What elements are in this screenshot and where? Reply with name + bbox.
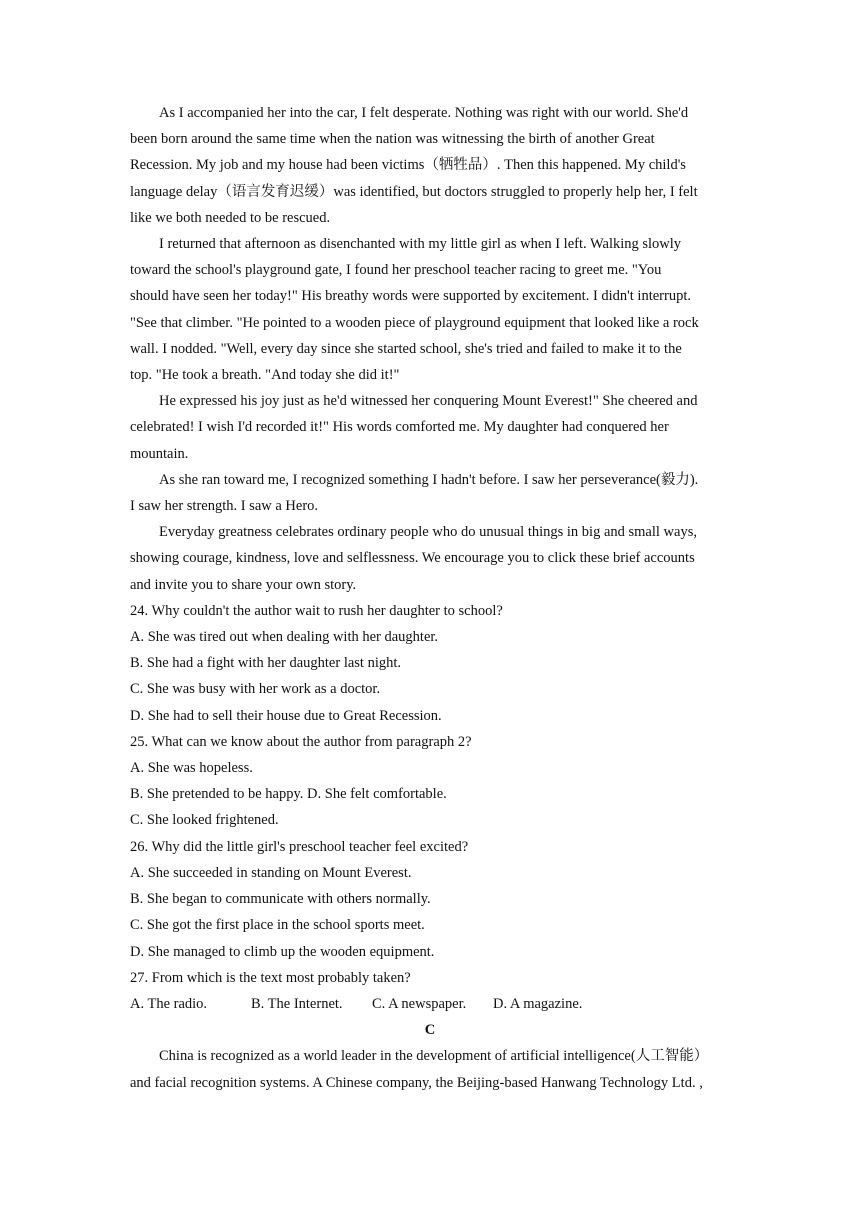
text-line: As she ran toward me, I recognized something I hadn't before. I saw her perseverance(毅力). <box>159 471 699 488</box>
option-b: B. The Internet. <box>251 995 343 1012</box>
text-line: and invite you to share your own story. <box>130 576 357 593</box>
text-line: Everyday greatness celebrates ordinary people who do unusual things in big and small ways, <box>159 524 697 541</box>
option-d: D. She managed to climb up the wooden equipment. <box>130 943 435 960</box>
question-stem: 26. Why did the little girl's preschool teacher feel excited? <box>130 838 469 855</box>
text-line: like we both needed to be rescued. <box>130 209 331 226</box>
option-a: A. She was hopeless. <box>130 760 253 777</box>
text-line: Recession. My job and my house had been victims（牺牲品）. Then this happened. My child's <box>130 157 686 174</box>
text-line: He expressed his joy just as he'd witnessed her conquering Mount Everest!" She cheered and <box>159 393 698 410</box>
option-d: D. A magazine. <box>493 995 583 1012</box>
section-heading: C <box>424 1022 436 1039</box>
option-a: A. She was tired out when dealing with her daughter. <box>130 629 439 646</box>
option-b: B. She had a fight with her daughter last night. <box>130 655 402 672</box>
option-c: C. She was busy with her work as a doctor. <box>130 681 381 698</box>
text-line: I saw her strength. I saw a Hero. <box>130 498 319 515</box>
text-line: wall. I nodded. "Well, every day since she started school, she's tried and failed to make it to the <box>130 340 682 357</box>
option-c: C. She got the first place in the school sports meet. <box>130 917 425 934</box>
text-line: toward the school's playground gate, I found her preschool teacher racing to greet me. "You <box>130 262 662 279</box>
option-c: C. A newspaper. <box>372 995 467 1012</box>
question-stem: 25. What can we know about the author from paragraph 2? <box>130 733 472 750</box>
question-27 <box>130 965 730 1017</box>
option-b: B. She began to communicate with others normally. <box>130 891 431 908</box>
text-line: China is recognized as a world leader in the development of artificial intelligence(人工智能） <box>159 1048 709 1065</box>
text-line: I returned that afternoon as disenchanted with my little girl as when I left. Walking slowly <box>159 236 682 253</box>
text-line: top. "He took a breath. "And today she did it!" <box>130 367 400 384</box>
text-line: been born around the same time when the nation was witnessing the birth of another Great <box>130 131 655 148</box>
text-line: language delay（语言发育迟缓）was identified, but doctors struggled to properly help her, I felt <box>130 183 698 200</box>
text-line: As I accompanied her into the car, I felt desperate. Nothing was right with our world. She'd <box>159 105 689 121</box>
question-25 <box>130 729 730 834</box>
text-line: "See that climber. "He pointed to a wooden piece of playground equipment that looked like a rock <box>130 314 699 331</box>
paragraph-5 <box>130 519 730 598</box>
options-row <box>130 991 730 1017</box>
paragraph-2 <box>130 231 730 388</box>
question-stem: 27. From which is the text most probably taken? <box>130 969 411 986</box>
question-26 <box>130 834 730 965</box>
question-stem: 24. Why couldn't the author wait to rush her daughter to school? <box>130 602 503 619</box>
text-line: mountain. <box>130 445 189 462</box>
paragraph-1 <box>130 100 730 231</box>
option-a: A. The radio. <box>130 995 208 1012</box>
option-d: D. She had to sell their house due to Great Recession. <box>130 707 442 724</box>
option-a: A. She succeeded in standing on Mount Everest. <box>130 864 412 881</box>
option-b-and-d: B. She pretended to be happy. D. She felt comfortable. <box>130 786 447 803</box>
question-24 <box>130 598 730 729</box>
paragraph-4 <box>130 467 730 519</box>
document-page <box>130 100 730 1096</box>
text-line: showing courage, kindness, love and selflessness. We encourage you to click these brief accounts <box>130 550 695 567</box>
text-line: should have seen her today!" His breathy words were supported by excitement. I didn't interrupt. <box>130 288 691 305</box>
text-line: celebrated! I wish I'd recorded it!" His words comforted me. My daughter had conquered her <box>130 419 669 436</box>
option-c: C. She looked frightened. <box>130 812 279 829</box>
text-line: and facial recognition systems. A Chinese company, the Beijing-based Hanwang Technology Ltd. , <box>130 1074 703 1091</box>
section-c-paragraph-1 <box>130 1043 730 1095</box>
paragraph-3 <box>130 388 730 467</box>
